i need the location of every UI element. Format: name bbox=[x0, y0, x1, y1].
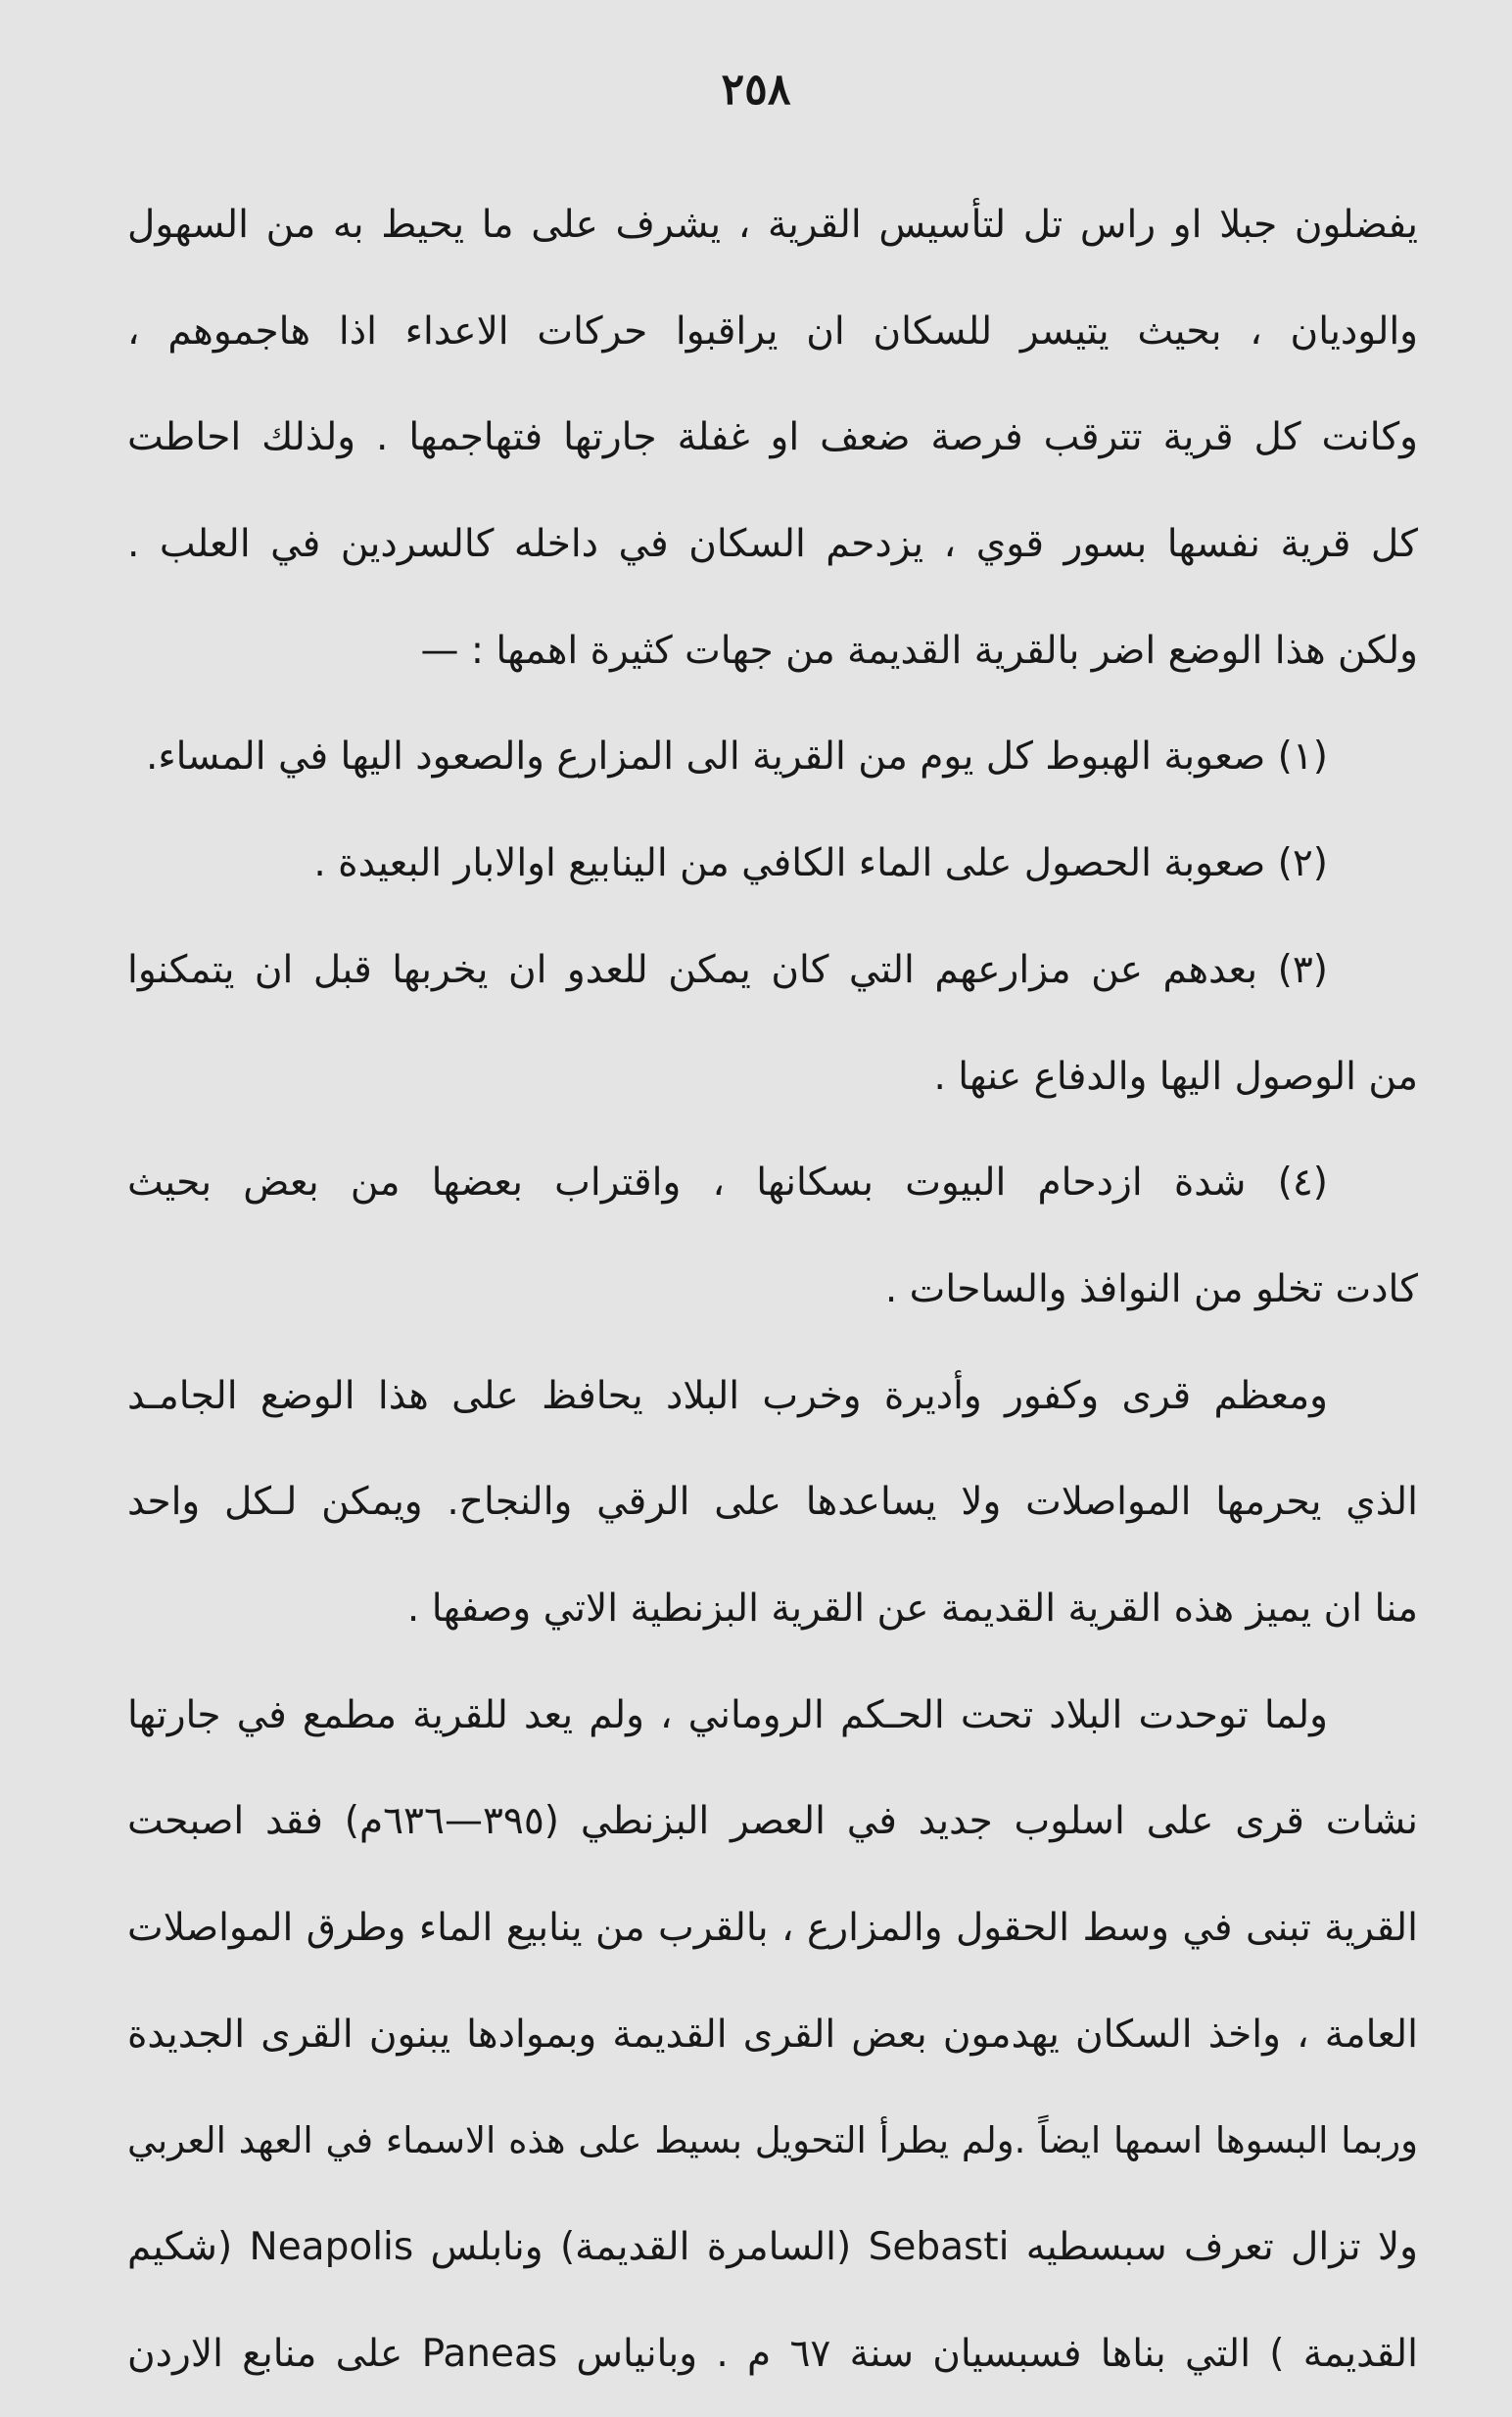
list-item-1: (١) صعوبة الهبوط كل يوم من القرية الى المزارع والصعود اليها في المساء. bbox=[145, 735, 1328, 780]
text-line: ولكن هذا الوضع اضر بالقرية القديمة من جهات كثيرة اهمها : — bbox=[420, 628, 1418, 673]
paragraph-start: ومعظم قرى وكفور وأديرة وخرب البلاد يحافظ على هذا الوضع الجامـد bbox=[127, 1373, 1328, 1418]
text-line: كادت تخلو من النوافذ والساحات . bbox=[884, 1266, 1418, 1311]
text-line: ولا تزال تعرف سبسطيه Sebasti (السامرة القديمة) ونابلس Neapolis (شكيم bbox=[127, 2225, 1418, 2270]
text-line: يفضلون جبلا او راس تل لتأسيس القرية ، يشرف على ما يحيط به من السهول bbox=[127, 203, 1418, 247]
text-line: وكانت كل قرية تترقب فرصة ضعف او غفلة جارتها فتهاجمها . ولذلك احاطت bbox=[127, 415, 1418, 460]
list-item-3: (٣) بعدهم عن مزارعهم التي كان يمكن للعدو ان يخربها قبل ان يتمكنوا bbox=[127, 947, 1328, 992]
text-line: منا ان يميز هذه القرية القديمة عن القرية البزنطية الاتي وصفها . bbox=[406, 1586, 1418, 1631]
list-item-2: (٢) صعوبة الحصول على الماء الكافي من الينابيع اوالابار البعيدة . bbox=[313, 841, 1328, 886]
list-item-4: (٤) شدة ازدحام البيوت بسكانها ، واقتراب بعضها من بعض بحيث bbox=[127, 1161, 1328, 1206]
page-number: ٢٥٨ bbox=[721, 65, 791, 115]
text-line: القرية تبنى في وسط الحقول والمزارع ، بالقرب من ينابيع الماء وطرق المواصلات bbox=[127, 1906, 1418, 1950]
text-line: القديمة ) التي بناها فسبسيان سنة ٦٧ م . وبانياس Paneas على منابع الاردن bbox=[127, 2331, 1418, 2376]
text-line: نشات قرى على اسلوب جديد في العصر البزنطي (٣٩٥—٦٣٦م) فقد اصبحت bbox=[127, 1799, 1418, 1844]
body-text bbox=[127, 172, 1418, 2407]
paragraph-start: ولما توحدت البلاد تحت الحـكم الروماني ، ولم يعد للقرية مطمع في جارتها bbox=[127, 1692, 1328, 1737]
text-line: كل قرية نفسها بسور قوي ، يزدحم السكان في داخله كالسردين في العلب . bbox=[127, 522, 1418, 567]
text-line: العامة ، واخذ السكان يهدمون بعض القرى القديمة وبموادها يبنون القرى الجديدة bbox=[127, 2012, 1418, 2057]
text-line: الذي يحرمها المواصلات ولا يساعدها على الرقي والنجاح. ويمكن لـكل واحد bbox=[127, 1480, 1418, 1525]
text-line: من الوصول اليها والدفاع عنها . bbox=[933, 1054, 1418, 1099]
text-line: وربما البسوها اسمها ايضاً .ولم يطرأ التحويل بسيط على هذه الاسماء في العهد العربي bbox=[127, 2119, 1418, 2162]
text-line: والوديان ، بحيث يتيسر للسكان ان يراقبوا حركات الاعداء اذا هاجموهم ، bbox=[127, 308, 1418, 354]
